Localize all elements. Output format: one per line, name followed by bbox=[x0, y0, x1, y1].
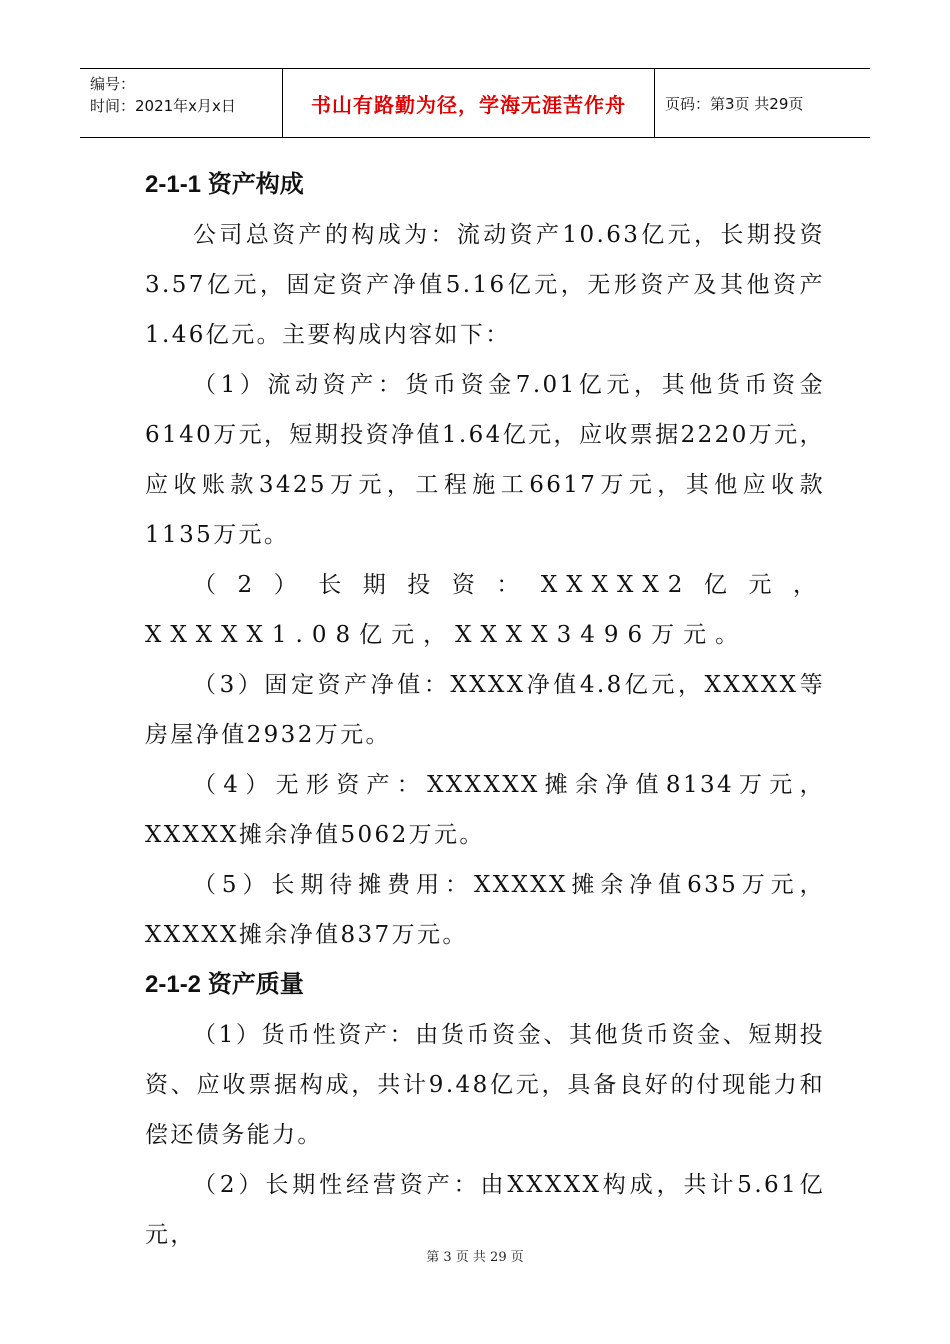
paragraph-intangible-assets: （4）无形资产：XXXXXX摊余净值8134万元，XXXXX摊余净值5062万元。 bbox=[145, 772, 825, 848]
paragraph-asset-intro: 公司总资产的构成为：流动资产10.63亿元，长期投资3.57亿元，固定资产净值5.16亿元，无形资产及其他资产1.46亿元。主要构成内容如下： bbox=[145, 222, 825, 348]
page-header bbox=[80, 68, 870, 138]
document-number-label: 编号： bbox=[90, 75, 136, 93]
header-motto: 书山有路勤为径，学海无涯苦作舟 bbox=[282, 69, 655, 137]
header-meta bbox=[80, 69, 282, 137]
paragraph-long-term-investment: （2）长期投资：XXXXX2亿元，XXXXX1.08亿元，XXXX3496万元。 bbox=[145, 572, 825, 648]
document-body bbox=[145, 160, 825, 1260]
paragraph-fixed-assets: （3）固定资产净值：XXXX净值4.8亿元，XXXXX等房屋净值2932万元。 bbox=[145, 672, 825, 748]
paragraph-current-assets: （1）流动资产：货币资金7.01亿元，其他货币资金6140万元，短期投资净值1.64亿元，应收票据2220万元，应收账款3425万元，工程施工6617万元，其他应收款1135万元。 bbox=[145, 372, 825, 548]
page-footer: 第 3 页 共 29 页 bbox=[426, 1250, 524, 1265]
section-title-asset-quality: 2-1-2 资产质量 bbox=[145, 971, 304, 998]
paragraph-long-term-prepaid: （5）长期待摊费用：XXXXX摊余净值635万元，XXXXX摊余净值837万元。 bbox=[145, 872, 825, 948]
section-title-asset-composition: 2-1-1 资产构成 bbox=[145, 171, 304, 198]
document-date-label: 时间：2021年x月x日 bbox=[90, 97, 236, 115]
paragraph-long-term-operating-assets: （2）长期性经营资产：由XXXXX构成，共计5.61亿元， bbox=[145, 1172, 825, 1248]
paragraph-monetary-assets: （1）货币性资产：由货币资金、其他货币资金、短期投资、应收票据构成，共计9.48亿元，具备良好的付现能力和偿还债务能力。 bbox=[145, 1022, 825, 1148]
header-page-number: 页码：第3页 共29页 bbox=[665, 94, 804, 113]
